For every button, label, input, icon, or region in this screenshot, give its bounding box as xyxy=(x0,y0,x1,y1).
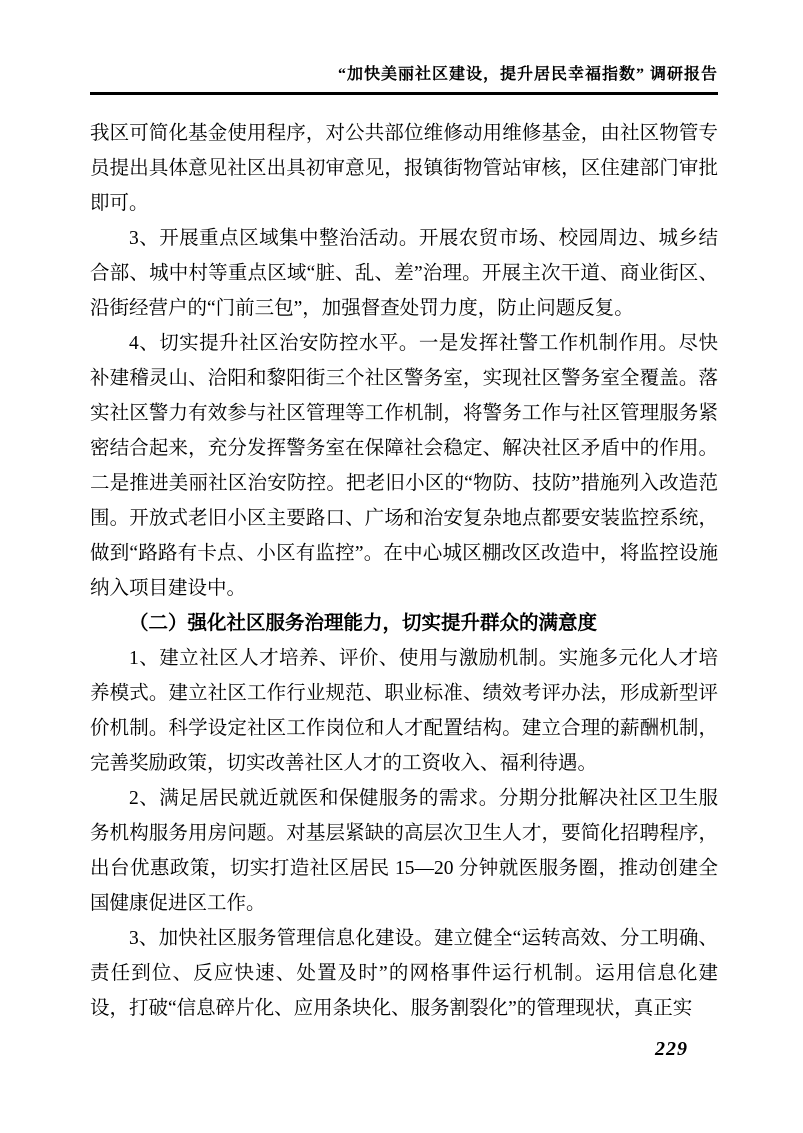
document-body xyxy=(90,116,718,1026)
paragraph: 1、建立社区人才培养、评价、使用与激励机制。实施多元化人才培养模式。建立社区工作行业规范、职业标准、绩效考评办法，形成新型评价机制。科学设定社区工作岗位和人才配置结构。建立合理的薪酬机制，完善奖励政策，切实改善社区人才的工资收入、福利待遇。 xyxy=(90,648,718,774)
content-area xyxy=(90,62,718,1026)
report-header-title: “加快美丽社区建设，提升居民幸福指数” 调研报告 xyxy=(337,66,718,83)
header-rule xyxy=(90,92,718,95)
paragraph: 我区可简化基金使用程序，对公共部位维修动用维修基金，由社区物管专员提出具体意见社区出具初审意见，报镇街物管站审核，区住建部门审批即可。 xyxy=(90,123,718,214)
paragraph: 3、加快社区服务管理信息化建设。建立健全“运转高效、分工明确、责任到位、反应快速、处置及时”的网格事件运行机制。运用信息化建设，打破“信息碎片化、应用条块化、服务割裂化”的管理现状，真正实 xyxy=(90,928,718,1019)
page-header xyxy=(90,62,718,95)
paragraph: 2、满足居民就近就医和保健服务的需求。分期分批解决社区卫生服务机构服务用房问题。对基层紧缺的高层次卫生人才，要简化招聘程序，出台优惠政策，切实打造社区居民 15—20 分钟就医服务圈，推动创建全国健康促进区工作。 xyxy=(90,788,718,914)
page-number: 229 xyxy=(655,1038,688,1060)
paragraph: 4、切实提升社区治安防控水平。一是发挥社警工作机制作用。尽快补建稽灵山、洽阳和黎阳街三个社区警务室，实现社区警务室全覆盖。落实社区警力有效参与社区管理等工作机制，将警务工作与社区管理服务紧密结合起来，充分发挥警务室在保障社会稳定、解决社区矛盾中的作用。二是推进美丽社区治安防控。把老旧小区的“物防、技防”措施列入改造范围。开放式老旧小区主要路口、广场和治安复杂地点都要安装监控系统，做到“路路有卡点、小区有监控”。在中心城区棚改区改造中，将监控设施纳入项目建设中。 xyxy=(90,333,718,599)
section-heading: （二）强化社区服务治理能力，切实提升群众的满意度 xyxy=(129,613,598,634)
paragraph: 3、开展重点区域集中整治活动。开展农贸市场、校园周边、城乡结合部、城中村等重点区域“脏、乱、差”治理。开展主次干道、商业街区、沿街经营户的“门前三包”，加强督查处罚力度，防止问题反复。 xyxy=(90,228,718,319)
